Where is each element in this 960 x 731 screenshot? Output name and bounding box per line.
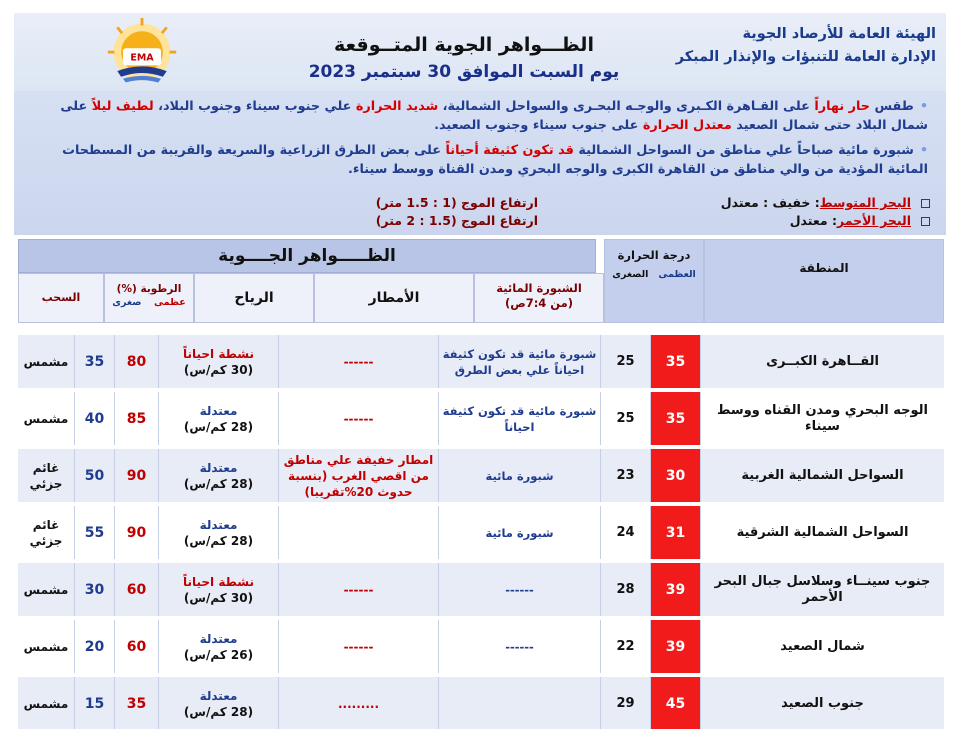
temp-min-cell: 25 — [600, 392, 650, 445]
table-row — [18, 506, 944, 559]
region-cell: جنوب سينــاء وسلاسل جبال البحر الأحمر — [700, 563, 944, 616]
humidity-min-cell: 55 — [74, 506, 114, 559]
table-row — [18, 335, 944, 388]
humidity-max-cell: 90 — [114, 506, 158, 559]
region-cell: السواحل الشمالية الغربية — [700, 449, 944, 502]
wind-cell: نشطة احياناً (30 كم/س) — [158, 335, 278, 388]
humidity-min-cell: 20 — [74, 620, 114, 673]
table-row — [18, 620, 944, 673]
forecast-page — [14, 13, 946, 729]
rain-cell: ......... — [278, 677, 438, 729]
humidity-min-cell: 40 — [74, 392, 114, 445]
header-temperature: درجة الحرارة العظمى الصغرى — [604, 239, 704, 323]
temp-min-cell: 29 — [600, 677, 650, 729]
rain-cell: امطار خفيفة علي مناطق من اقصي الغرب (بنسبة حدوث 20%تقريبا) — [278, 449, 438, 502]
header-wind: الرياح — [194, 273, 314, 323]
wind-cell: معتدلة (28 كم/س) — [158, 506, 278, 559]
cloud-cell: مشمس — [23, 354, 69, 369]
header-hum-min: صغرى — [112, 297, 142, 308]
rain-cell — [278, 506, 438, 559]
rain-cell: ------ — [278, 563, 438, 616]
table-row — [18, 449, 944, 502]
rain-cell: ------ — [278, 620, 438, 673]
sun-logo-icon — [104, 16, 180, 92]
region-cell: شمال الصعيد — [700, 620, 944, 673]
temp-max-cell: 45 — [650, 677, 700, 729]
temp-max-cell: 39 — [650, 563, 700, 616]
humidity-min-cell: 30 — [74, 563, 114, 616]
rain-cell: ------ — [278, 335, 438, 388]
wind-cell: نشطة احياناً (30 كم/س) — [158, 563, 278, 616]
humidity-max-cell: 80 — [114, 335, 158, 388]
svg-text:EMA: EMA — [130, 52, 154, 64]
wind-cell: معتدلة (28 كم/س) — [158, 449, 278, 502]
table-row — [18, 677, 944, 729]
checkbox-icon — [921, 217, 930, 226]
sea-mediterranean: البحر المتوسط: خفيف : معتدل — [721, 195, 930, 210]
humidity-max-cell: 35 — [114, 677, 158, 729]
wind-cell: معتدلة (28 كم/س) — [158, 677, 278, 729]
cloud-cell: غائم جزئي — [29, 460, 63, 491]
humidity-max-cell: 60 — [114, 620, 158, 673]
organization-name — [666, 23, 936, 69]
humidity-min-cell: 35 — [74, 335, 114, 388]
cloud-cell: مشمس — [23, 639, 69, 654]
fog-cell: ------ — [438, 563, 600, 616]
wind-cell: معتدلة (26 كم/س) — [158, 620, 278, 673]
header-cloud: السحب — [18, 273, 104, 323]
table-row — [18, 392, 944, 445]
header-region: المنطقة — [704, 239, 944, 323]
header-humidity: الرطوبة (%) عظمى صغرى — [104, 273, 194, 323]
note-fog: •شبورة مائية صباحاً علي مناطق من السواحل الشمالية قد تكون كثيفة أحياناً على بعض الطرق الزراعية والسريعة والقريبة من المسطحات المائية المؤدية من والي مناطق من القاهرة الكبرى والوجه البحري ومدن القناة ووسط سيناء. — [62, 143, 928, 177]
temp-max-cell: 35 — [650, 335, 700, 388]
wind-cell: معتدلة (28 كم/س) — [158, 392, 278, 445]
temp-min-cell: 24 — [600, 506, 650, 559]
wave-height-red: ارتفاع الموج (1.5 : 2 متر) — [375, 213, 538, 228]
humidity-max-cell: 90 — [114, 449, 158, 502]
temp-max-cell: 31 — [650, 506, 700, 559]
sea-red: البحر الأحمر: معتدل — [790, 213, 930, 228]
region-cell: القــاهرة الكبــرى — [700, 335, 944, 388]
region-cell: الوجه البحري ومدن القناه ووسط سيناء — [700, 392, 944, 445]
bullet-icon: • — [919, 143, 928, 158]
fog-cell: شبورة مائية — [438, 506, 600, 559]
wave-height-mediterranean: ارتفاع الموج (1 : 1.5 متر) — [375, 195, 538, 210]
humidity-max-cell: 60 — [114, 563, 158, 616]
humidity-min-cell: 15 — [74, 677, 114, 729]
fog-cell: شبورة مائية قد تكون كثيفة احياناً — [438, 392, 600, 445]
header-rain: الأمطار — [314, 273, 474, 323]
title-block — [264, 31, 664, 85]
org-line-2: الإدارة العامة للتنبؤات والإنذار المبكر — [675, 49, 936, 65]
page-title: الظـــواهر الجوية المتــوقعة — [334, 34, 594, 56]
temp-max-cell: 39 — [650, 620, 700, 673]
bullet-icon: • — [919, 99, 928, 114]
forecast-date: يوم السبت الموافق 30 سبتمبر 2023 — [308, 62, 620, 82]
cloud-cell: غائم جزئي — [29, 517, 63, 548]
forecast-notes — [14, 91, 946, 235]
temp-min-cell: 22 — [600, 620, 650, 673]
temp-min-cell: 25 — [600, 335, 650, 388]
fog-cell: ------ — [438, 620, 600, 673]
cloud-cell: مشمس — [23, 582, 69, 597]
cloud-cell: مشمس — [23, 696, 69, 711]
header — [14, 13, 946, 91]
header-temp-max: العظمى — [658, 269, 696, 280]
fog-cell: شبورة مائية قد تكون كثيفة احياناً علي بعض الطرق — [438, 335, 600, 388]
cloud-cell: مشمس — [23, 411, 69, 426]
humidity-max-cell: 85 — [114, 392, 158, 445]
checkbox-icon — [921, 199, 930, 208]
humidity-min-cell: 50 — [74, 449, 114, 502]
phenomena-group-header: الظـــــواهر الجــــوية — [18, 239, 596, 273]
temp-min-cell: 28 — [600, 563, 650, 616]
header-temp-min: الصغرى — [612, 269, 649, 280]
temp-max-cell: 35 — [650, 392, 700, 445]
header-fog: الشبورة المائية (من 7:4ص) — [474, 273, 604, 323]
forecast-table — [14, 235, 946, 729]
fog-cell: شبورة مائية — [438, 449, 600, 502]
header-hum-max: عظمى — [153, 297, 186, 308]
temp-max-cell: 30 — [650, 449, 700, 502]
region-cell: جنوب الصعيد — [700, 677, 944, 729]
org-line-1: الهيئة العامة للأرصاد الجوية — [742, 26, 936, 42]
temp-min-cell: 23 — [600, 449, 650, 502]
fog-cell — [438, 677, 600, 729]
rain-cell: ------ — [278, 392, 438, 445]
region-cell: السواحل الشمالية الشرقية — [700, 506, 944, 559]
table-row — [18, 563, 944, 616]
note-weather: •طقس حار نهاراً على القـاهرة الكـبرى والوجـه البحـرى والسواحل الشمالية، شديد الحرارة علي جنوب سيناء وجنوب البلاد، لطيف ليلاً على شمال البلاد حتى شمال الصعيد معتدل الحرارة على جنوب سيناء وجنوب الصعيد. — [60, 99, 928, 133]
